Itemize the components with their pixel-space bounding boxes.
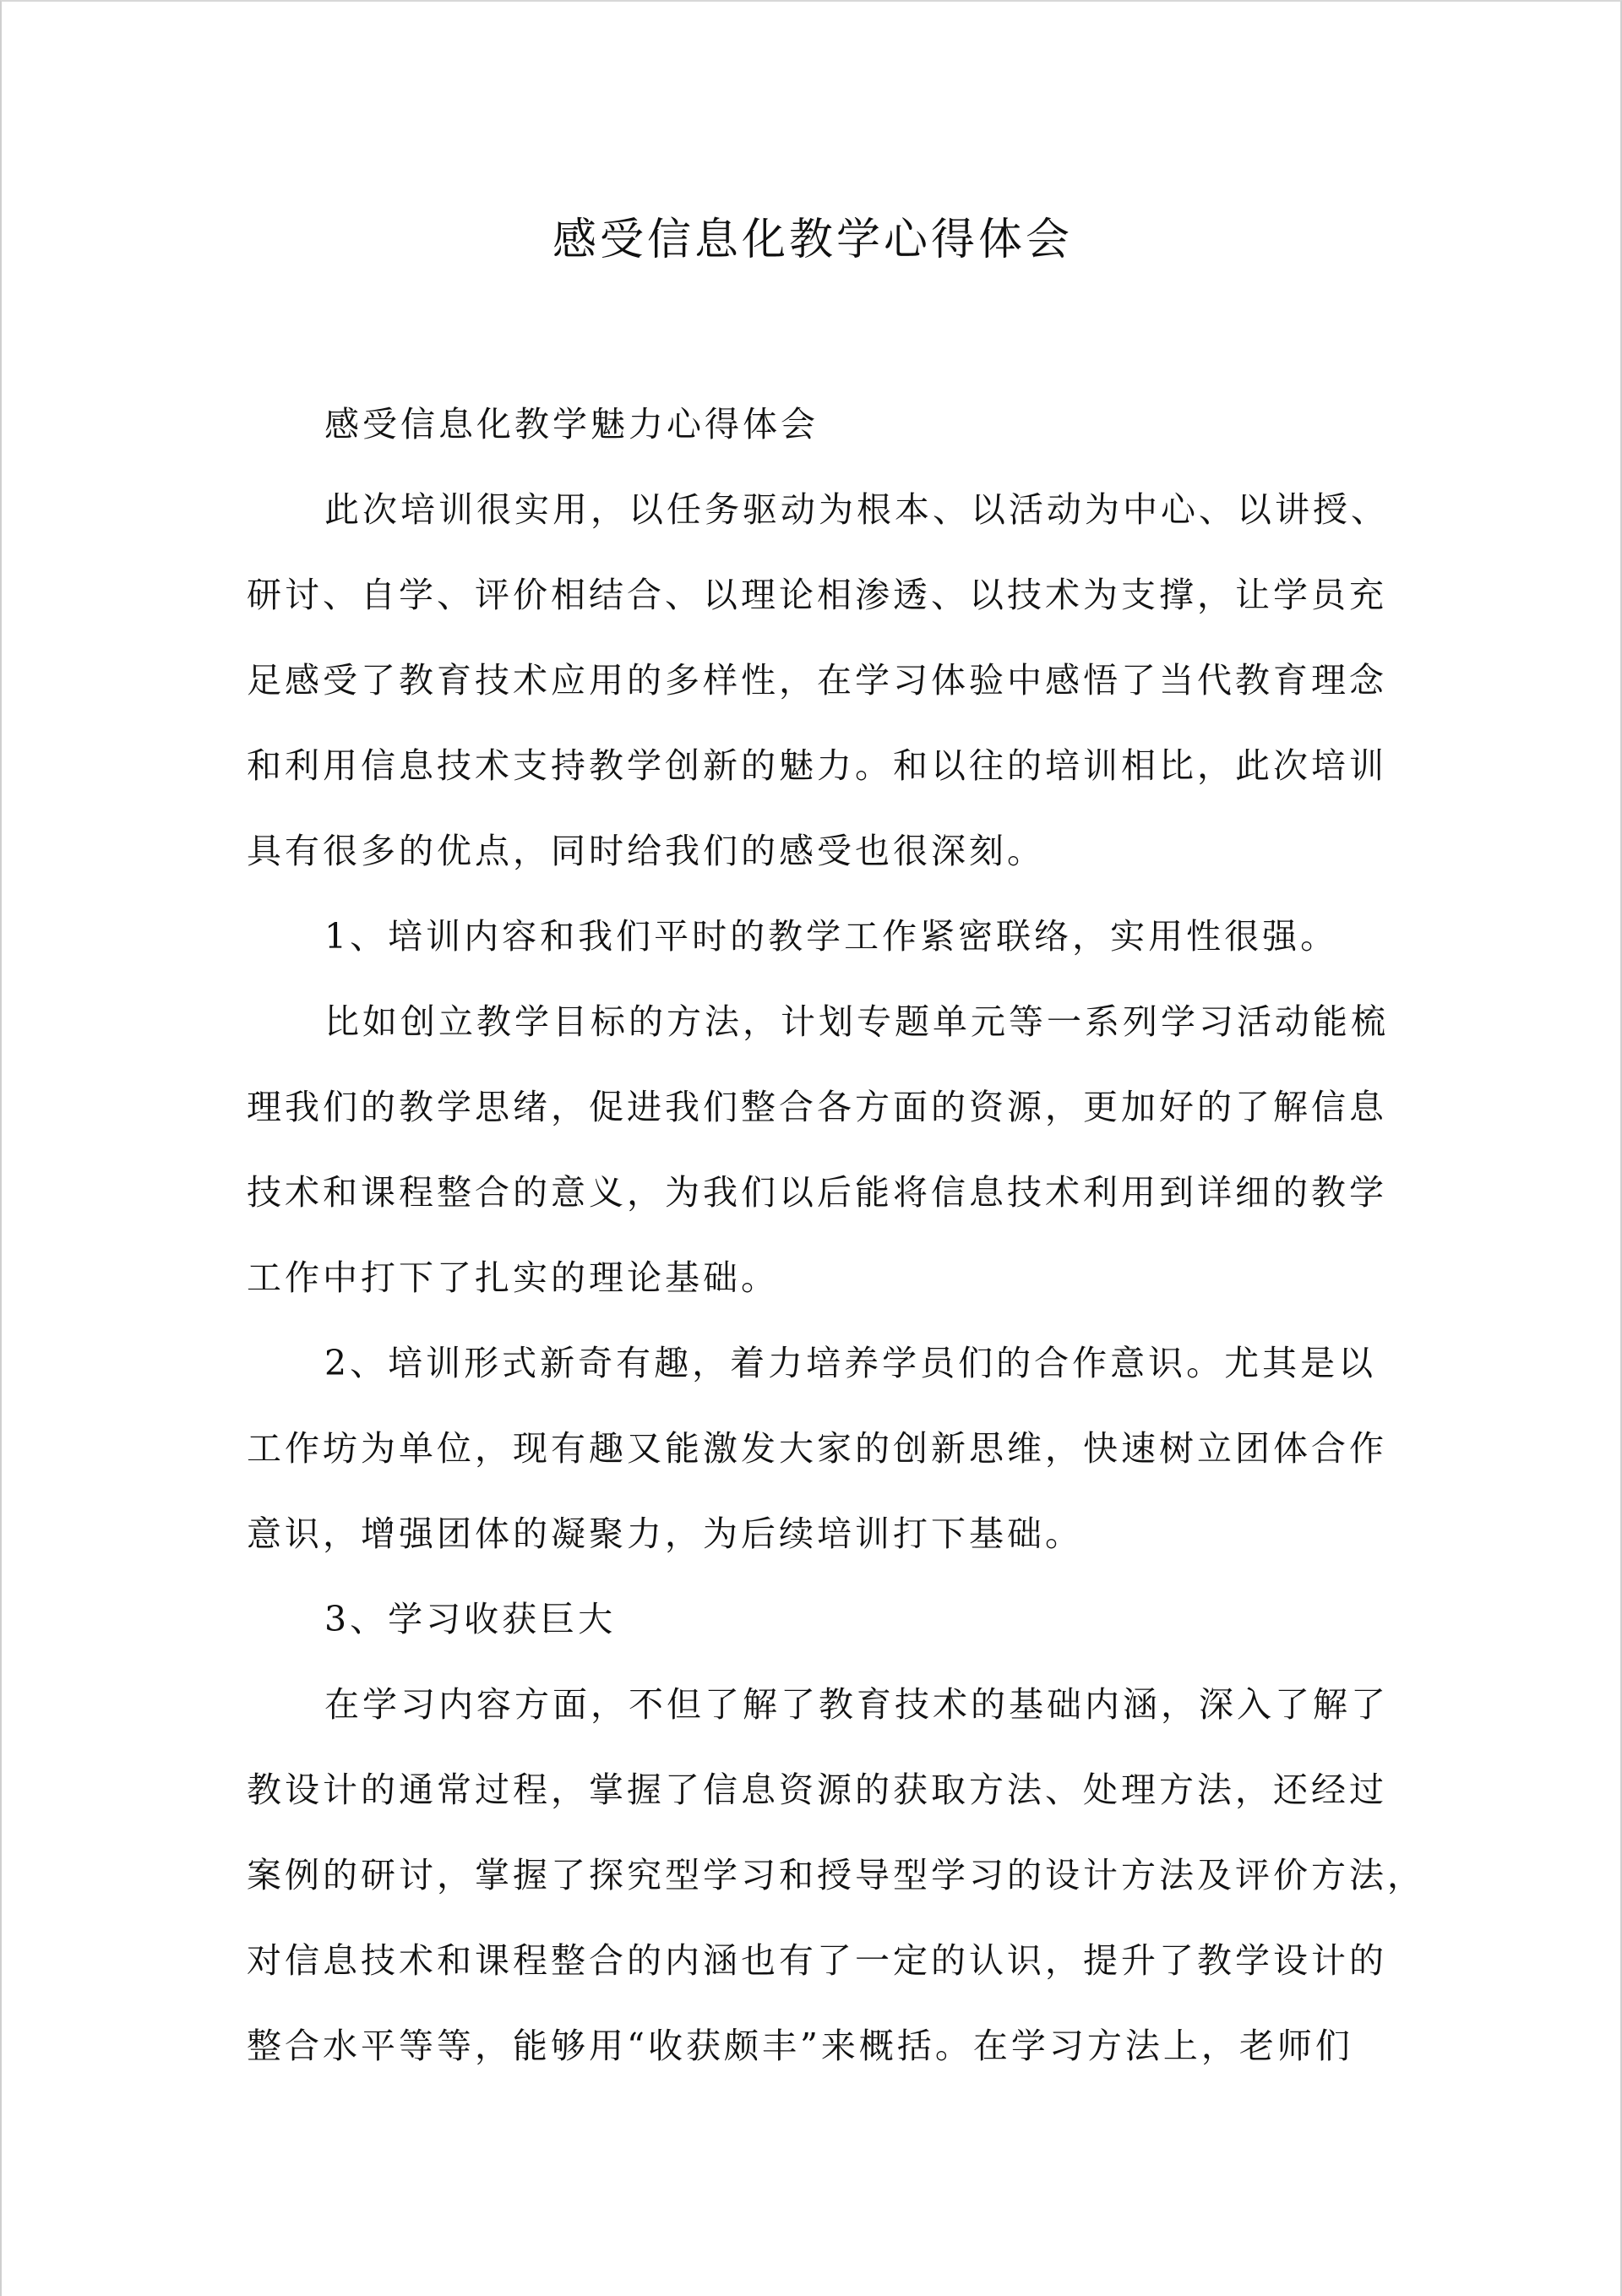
document-title: 感受信息化教学心得体会: [552, 215, 1073, 265]
text-line: 整合水平等等，能够用“收获颇丰”来概括。在学习方法上，老师们: [247, 2026, 1353, 2066]
text-line: 此次培训很实用，以任务驱动为根本、以活动为中心、以讲授、: [324, 489, 1389, 530]
text-line: 2、培训形式新奇有趣，着力培养学员们的合作意识。尤其是以: [324, 1343, 1377, 1383]
text-line: 意识，增强团体的凝聚力，为后续培训打下基础。: [247, 1513, 1083, 1554]
text-line: 对信息技术和课程整合的内涵也有了一定的认识，提升了教学设计的: [247, 1940, 1387, 1981]
text-line: 研讨、自学、评价相结合、以理论相渗透、以技术为支撑，让学员充: [247, 575, 1387, 615]
text-line: 具有很多的优点，同时给我们的感受也很深刻。: [247, 831, 1045, 871]
text-line: 理我们的教学思绪，促进我们整合各方面的资源，更加好的了解信息: [247, 1087, 1387, 1127]
text-line: 技术和课程整合的意义，为我们以后能将信息技术利用到详细的教学: [247, 1172, 1387, 1213]
text-line: 工作坊为单位，现有趣又能激发大家的创新思维，快速树立团体合作: [247, 1428, 1387, 1469]
text-line: 教设计的通常过程，掌握了信息资源的获取方法、处理方法，还经过: [247, 1770, 1387, 1810]
text-line: 感受信息化教学魅力心得体会: [324, 404, 819, 444]
text-line: 3、学习收获巨大: [324, 1599, 617, 1639]
text-line: 案例的研讨，掌握了探究型学习和授导型学习的设计方法及评价方法，: [247, 1855, 1425, 1895]
text-line: 足感受了教育技术应用的多样性，在学习体验中感悟了当代教育理念: [247, 660, 1387, 701]
text-line: 和利用信息技术支持教学创新的魅力。和以往的培训相比，此次培训: [247, 745, 1387, 786]
text-line: 工作中打下了扎实的理论基础。: [247, 1257, 779, 1298]
document-body: [247, 382, 1425, 2089]
text-line: 比如创立教学目标的方法，计划专题单元等一系列学习活动能梳: [324, 1001, 1389, 1042]
text-line: 在学习内容方面，不但了解了教育技术的基础内涵，深入了解了: [324, 1684, 1389, 1725]
text-line: 1、培训内容和我们平时的教学工作紧密联络，实用性很强。: [324, 916, 1339, 957]
